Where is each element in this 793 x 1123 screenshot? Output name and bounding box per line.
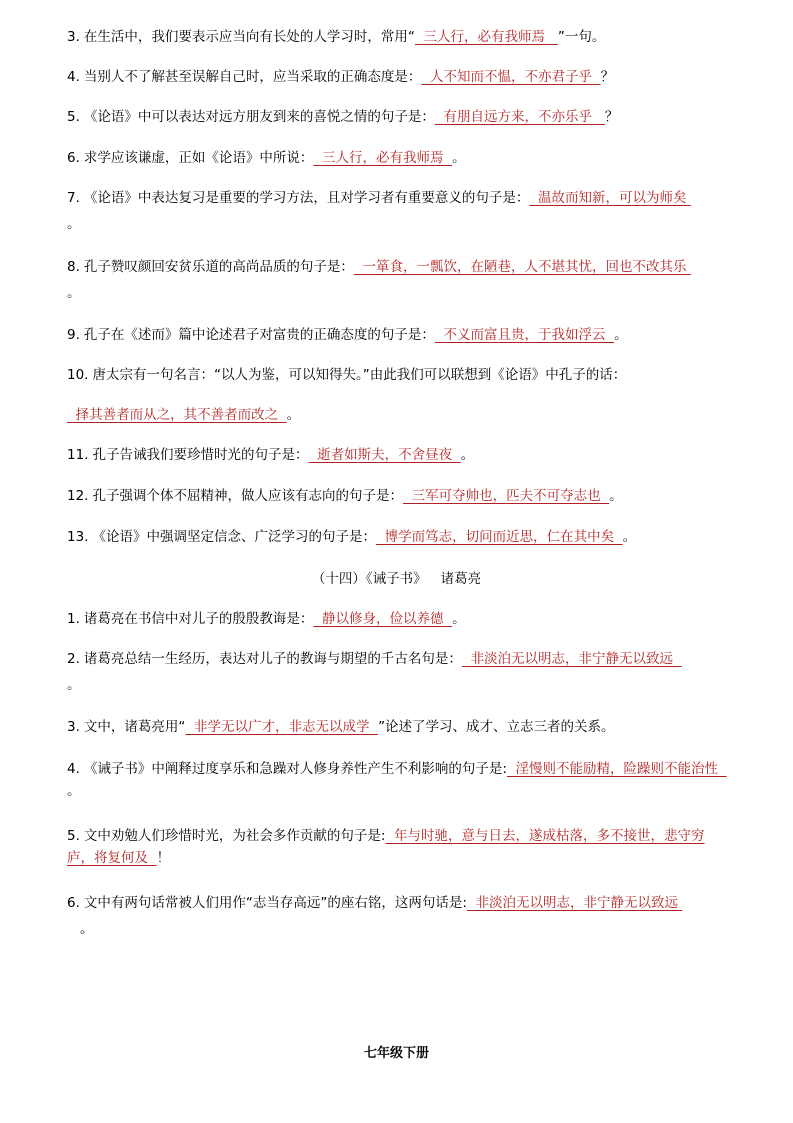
question-suffix: 。 (452, 150, 466, 166)
question-text: 《论语》中强调坚定信念、广泛学习的句子是： (92, 529, 376, 545)
answer-text: 择其善者而从之，其不善者而改之 (67, 407, 287, 423)
question-text: 当别人不了解甚至误解自己时，应当采取的正确态度是： (83, 69, 422, 85)
answer-text: 静以修身，俭以养德 (313, 611, 453, 627)
question-text: 孔子告诫我们要珍惜时光的句子是： (92, 447, 309, 463)
section-author: 诸葛亮 (440, 571, 482, 587)
question-7-continuation: 。 (67, 216, 81, 232)
question-number: 5. (67, 109, 80, 125)
question-number: 4. (67, 69, 80, 85)
question-number: 1. (67, 611, 80, 627)
question-6 (67, 147, 731, 169)
question-14-6 (67, 892, 731, 914)
question-suffix: 。 (622, 529, 637, 545)
answer-text: 三人行，必有我师焉 (313, 150, 453, 166)
question-number: 3. (67, 29, 80, 45)
section-heading (0, 568, 793, 590)
question-number: 13. (67, 529, 89, 545)
question-10 (67, 364, 731, 386)
question-8-continuation: 。 (67, 285, 81, 301)
question-14-6-continuation: 。 (80, 921, 94, 937)
question-text: 诸葛亮总结一生经历，表达对儿子的教诲与期望的千古名句是： (83, 651, 462, 667)
question-text: 孔子强调个体不屈精神，做人应该有志向的句子是： (92, 488, 403, 504)
question-14-5 (67, 825, 731, 869)
question-number: 6. (67, 895, 80, 911)
question-7 (67, 187, 731, 209)
question-12 (67, 485, 731, 507)
question-number: 11. (67, 447, 89, 463)
answer-text: 博学而笃志，切问而近思，仁在其中矣 (375, 529, 623, 545)
question-text: 孔子赞叹颜回安贫乐道的高尚品质的句子是： (83, 259, 354, 275)
answer-text: 非淡泊无以明志，非宁静无以致远 (466, 895, 683, 911)
question-text: 《论语》中可以表达对远方朋友到来的喜悦之情的句子是： (83, 109, 435, 125)
question-text: 唐太宗有一句名言：“以人为鉴，可以知得失。”由此我们可以联想到《论语》中孔子的话： (92, 367, 627, 383)
question-number: 3. (67, 719, 80, 735)
question-suffix: ？ (604, 109, 619, 125)
answer-text: 淫慢则不能励精，险躁则不能治性 (506, 761, 727, 777)
question-suffix: 。 (609, 488, 623, 504)
question-14-3 (67, 716, 731, 738)
question-number: 2. (67, 651, 80, 667)
question-14-4 (67, 758, 731, 802)
question-text: 文中，诸葛亮用“ (83, 719, 186, 735)
question-number: 7. (67, 190, 80, 206)
question-8 (67, 256, 731, 278)
answer-text: 一箪食，一瓢饮，在陋巷，人不堪其忧，回也不改其乐 (353, 259, 691, 275)
answer-text: 有朋自远方来，不亦乐乎 (434, 109, 605, 125)
question-suffix: 。 (460, 447, 475, 463)
question-3 (67, 26, 731, 48)
question-text: 文中劝勉人们珍惜时光，为社会多作贡献的句子是: (83, 828, 386, 844)
question-suffix: 。 (67, 783, 81, 799)
question-text: 《诫子书》中阐释过度享乐和急躁对人修身养性产生不利影响的句子是: (83, 761, 507, 777)
question-text: 在生活中，我们要表示应当向有长处的人学习时，常用“ (83, 29, 415, 45)
question-number: 8. (67, 259, 80, 275)
question-5 (67, 106, 731, 128)
question-suffix: 。 (452, 611, 466, 627)
question-number: 9. (67, 327, 80, 343)
question-10-continuation (67, 404, 300, 426)
page-footer: 七年级下册 (363, 1046, 429, 1061)
answer-text: 不义而富且贵，于我如浮云 (434, 327, 615, 343)
question-14-1 (67, 608, 731, 630)
question-number: 12. (67, 488, 89, 504)
question-4 (67, 66, 731, 88)
question-text: 《论语》中表达复习是重要的学习方法，且对学习者有重要意义的句子是： (83, 190, 530, 206)
question-number: 4. (67, 761, 80, 777)
question-suffix: 。 (614, 327, 628, 343)
answer-text: 三人行，必有我师焉 (414, 29, 558, 45)
question-number: 10. (67, 367, 89, 383)
question-text: 文中有两句话常被人们用作“志当存高远”的座右铭，这两句话是: (83, 895, 467, 911)
question-number: 6. (67, 150, 80, 166)
question-text: 诸葛亮在书信中对儿子的殷殷教诲是： (83, 611, 314, 627)
question-suffix: 。 (286, 407, 301, 423)
answer-text: 温故而知新，可以为师矣 (529, 190, 691, 206)
question-9 (67, 324, 731, 346)
section-title: （十四）《诫子书》 (311, 571, 427, 587)
question-suffix: ！ (156, 850, 171, 866)
question-14-2 (67, 648, 731, 670)
question-11 (67, 444, 731, 466)
answer-text: 非学无以广才，非志无以成学 (185, 719, 379, 735)
question-14-2-continuation: 。 (67, 677, 81, 693)
answer-text: 三军可夺帅也，匹夫不可夺志也 (402, 488, 610, 504)
question-text: 孔子在《述而》篇中论述君子对富贵的正确态度的句子是： (83, 327, 435, 343)
question-number: 5. (67, 828, 80, 844)
question-13 (67, 526, 731, 548)
question-text: 求学应该谦虚，正如《论语》中所说： (83, 150, 314, 166)
question-suffix: ？ (600, 69, 615, 85)
answer-text: 非淡泊无以明志，非宁静无以致远 (461, 651, 682, 667)
answer-text: 年与时驰，意与日去，遂成枯落，多不接世，悲守穷庐，将复何及 (67, 828, 705, 866)
answer-text: 逝者如斯夫，不舍昼夜 (308, 447, 461, 463)
question-suffix: ”一句。 (557, 29, 606, 45)
question-suffix: ”论述了学习、成才、立志三者的关系。 (378, 719, 615, 735)
answer-text: 人不知而不愠，不亦君子乎 (421, 69, 601, 85)
